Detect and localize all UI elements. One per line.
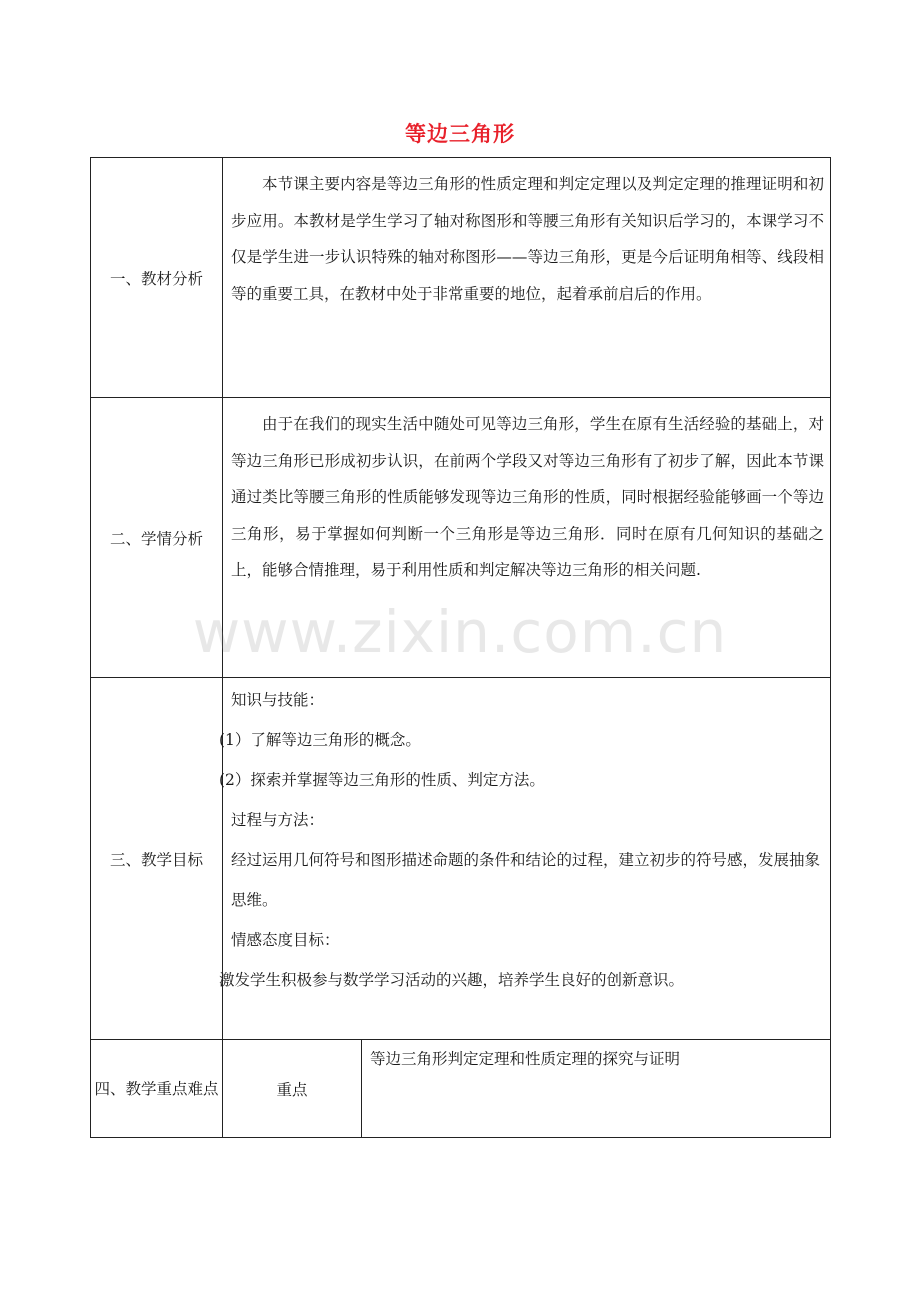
key-points-text: 等边三角形判定定理和性质定理的探究与证明 xyxy=(370,1050,681,1068)
process-heading: 过程与方法： xyxy=(231,811,325,829)
process-text: 经过运用几何符号和图形描述命题的条件和结论的过程，建立初步的符号感，发展抽象思维。 xyxy=(231,851,821,909)
goal-item-2: (2）探索并掌握等边三角形的性质、判定方法。 xyxy=(219,771,545,789)
material-analysis-label: 一、教材分析 xyxy=(91,158,223,398)
row-teaching-goals xyxy=(91,678,831,1040)
student-analysis-content xyxy=(223,398,831,678)
knowledge-heading: 知识与技能： xyxy=(231,691,325,709)
teaching-goals-label: 三、教学目标 xyxy=(91,678,223,1040)
key-points-content xyxy=(362,1040,831,1138)
row-material-analysis xyxy=(91,158,831,398)
material-analysis-text: 本节课主要内容是等边三角形的性质定理和判定定理以及判定定理的推理证明和初步应用。本教材是学生学习了轴对称图形和等腰三角形有关知识后学习的，本课学习不仅是学生进一步认识特殊的轴对称图形——等边三角形，更是今后证明角相等、线段相等的重要工具，在教材中处于非常重要的地位，起着承前启后的作用。 xyxy=(231,175,825,303)
key-points-label: 四、教学重点难点 xyxy=(91,1040,223,1138)
attitude-text: 激发学生积极参与数学学习活动的兴趣，培养学生良好的创新意识。 xyxy=(219,971,685,989)
watermark-text: www.zixin.com.cn xyxy=(192,598,728,666)
goal-item-1: (1）了解等边三角形的概念。 xyxy=(219,731,421,749)
row-student-analysis xyxy=(91,398,831,678)
student-analysis-text: 由于在我们的现实生活中随处可见等边三角形，学生在原有生活经验的基础上，对等边三角形已形成初步认识，在前两个学段又对等边三角形有了初步了解，因此本节课通过类比等腰三角形的性质能够发现等边三角形的性质，同时根据经验能够画一个等边三角形，易于掌握如何判断一个三角形是等边三角形．同时在原有几何知识的基础之上，能够合情推理，易于利用性质和判定解决等边三角形的相关问题. xyxy=(231,415,825,579)
teaching-goals-content xyxy=(219,678,831,1040)
document-title: 等边三角形 xyxy=(405,122,515,146)
lesson-plan-table xyxy=(90,157,831,1138)
material-analysis-content xyxy=(223,158,831,398)
attitude-heading: 情感态度目标： xyxy=(231,931,340,949)
student-analysis-label: 二、学情分析 xyxy=(91,398,223,678)
key-points-sublabel: 重点 xyxy=(223,1040,362,1138)
row-key-points xyxy=(91,1040,831,1138)
